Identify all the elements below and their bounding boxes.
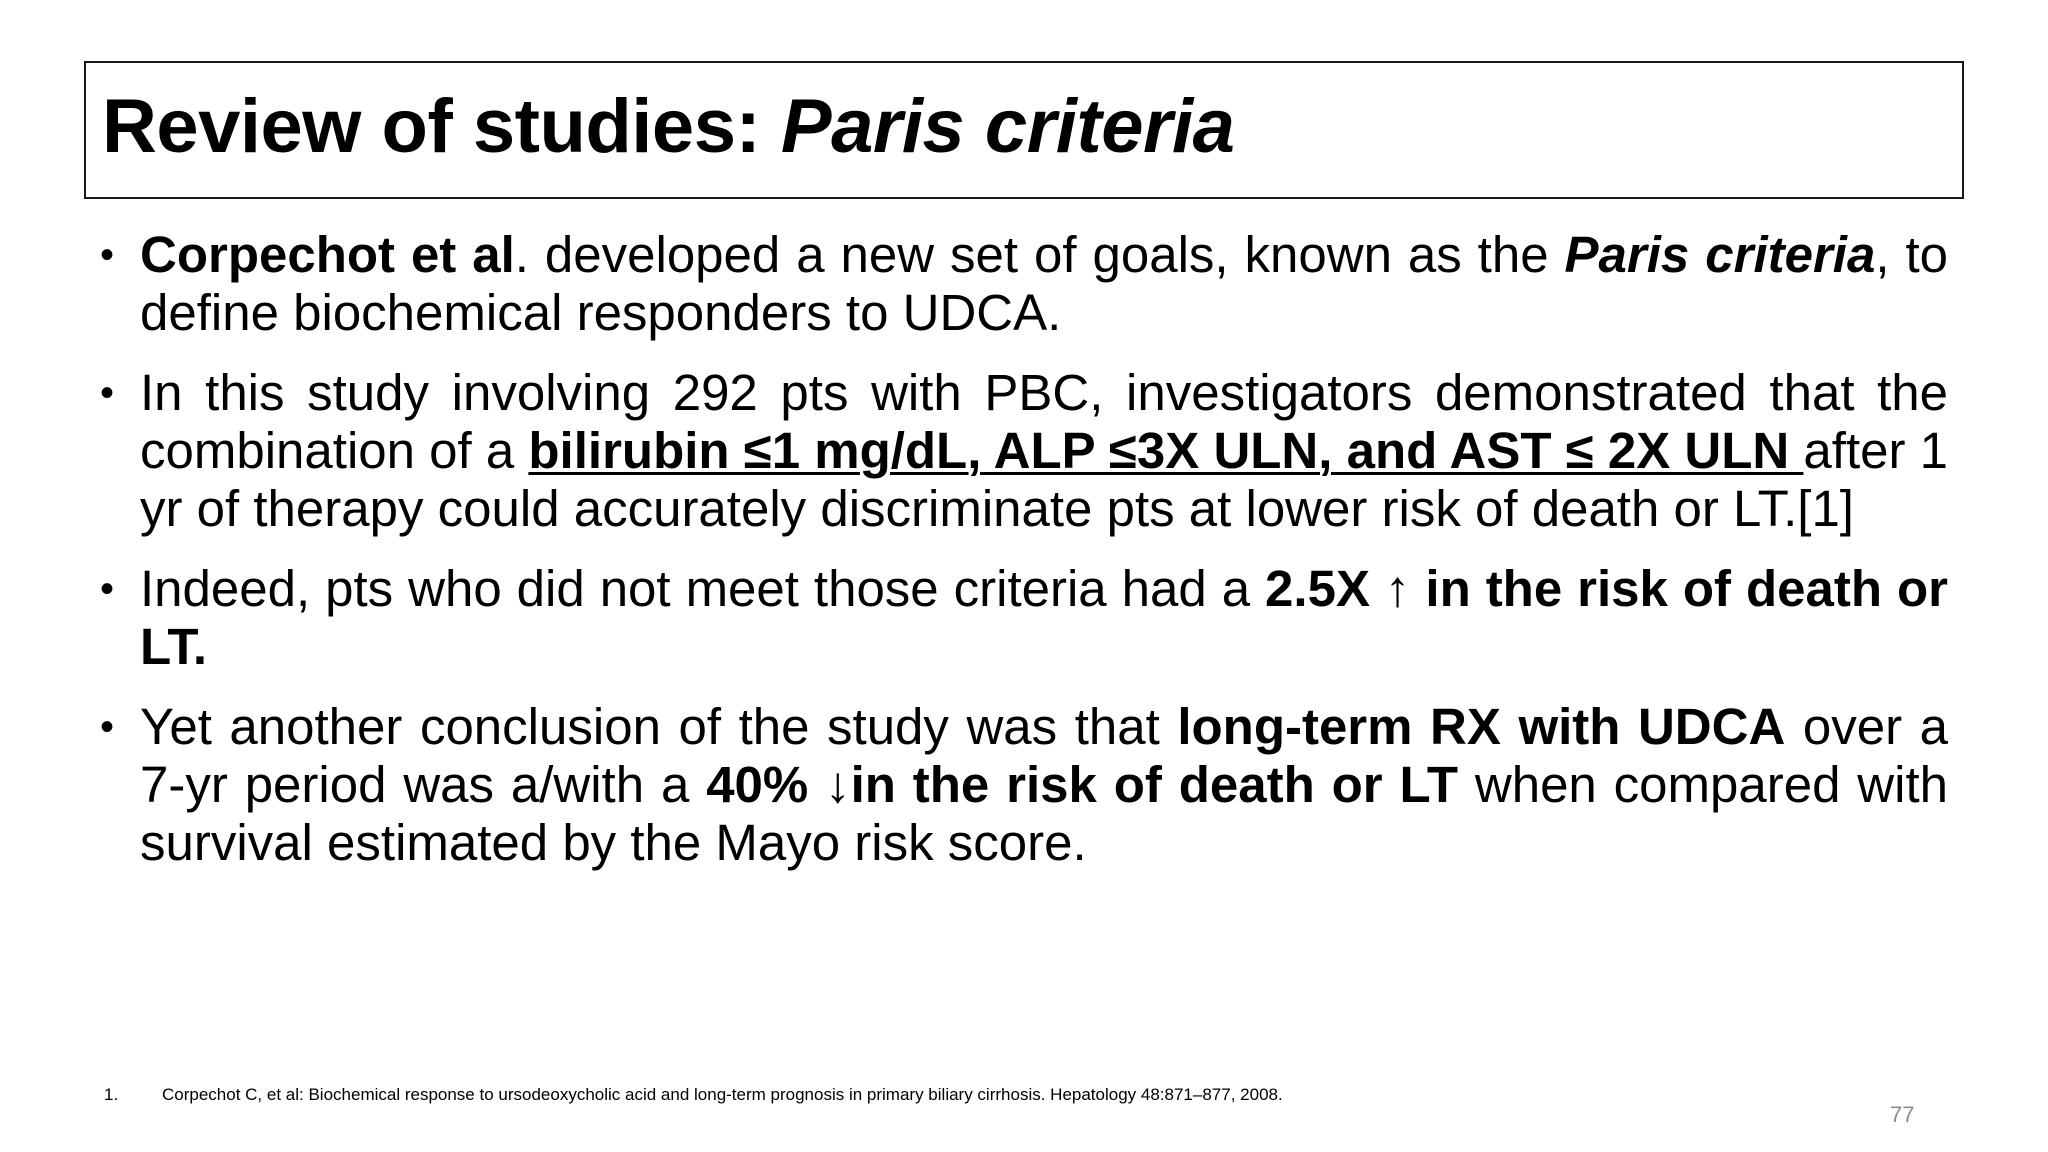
bullet-corpechot [100, 226, 1948, 342]
bullet-conclusion [100, 698, 1948, 872]
bullet-text: In this study involving 292 pts with PBC, investigators demonstrated that the combination of a [140, 364, 1948, 479]
criteria-thresholds: bilirubin ≤1 mg/dL, ALP ≤3X ULN, and AST ≤ 2X ULN [528, 422, 1804, 479]
bullet-marker: • [100, 705, 115, 749]
title-italic: Paris criteria [780, 84, 1235, 169]
bullet-study [100, 364, 1948, 538]
bullet-marker: • [100, 233, 115, 277]
bullet-risk [100, 560, 1948, 676]
page-number: 77 [1890, 1102, 1915, 1127]
footnote-number: 1. [104, 1085, 119, 1104]
bullet-text: after 1 yr of therapy could accurately discriminate pts at lower risk of death or LT.[1] [140, 422, 1948, 537]
risk-increase: 2.5X ↑ in the risk of death or LT. [140, 560, 1948, 675]
bullet-marker: • [100, 567, 115, 611]
bullet-text: Indeed, pts who did not meet those criteria had a [140, 560, 1266, 617]
bullet-list [100, 226, 1948, 894]
bullet-text: Yet another conclusion of the study was that [140, 698, 1178, 755]
bullet-text: . developed a new set of goals, known as the [514, 226, 1565, 283]
bullet-text: when compared with survival estimated by the Mayo risk score. [140, 756, 1948, 871]
footnote-text: Corpechot C, et al: Biochemical response to ursodeoxycholic acid and long-term prognosis in primary biliary cirrhosis. Hepatology 48:871–877, 2008. [162, 1085, 1283, 1104]
slide-title [102, 79, 1234, 175]
paris-criteria-term: Paris criteria [1564, 226, 1876, 283]
risk-decrease: 40% ↓in the risk of death or LT [706, 756, 1459, 813]
long-term-rx: long-term RX with UDCA [1177, 698, 1786, 755]
author-name: Corpechot et al [140, 226, 515, 283]
title-box [84, 61, 1964, 199]
footnote [104, 1084, 1283, 1106]
bullet-text: over a 7-yr period was a/with a [140, 698, 1948, 813]
bullet-text: , to define biochemical responders to UDCA. [140, 226, 1948, 341]
bullet-marker: • [100, 371, 115, 415]
title-plain: Review of studies: [102, 84, 781, 169]
